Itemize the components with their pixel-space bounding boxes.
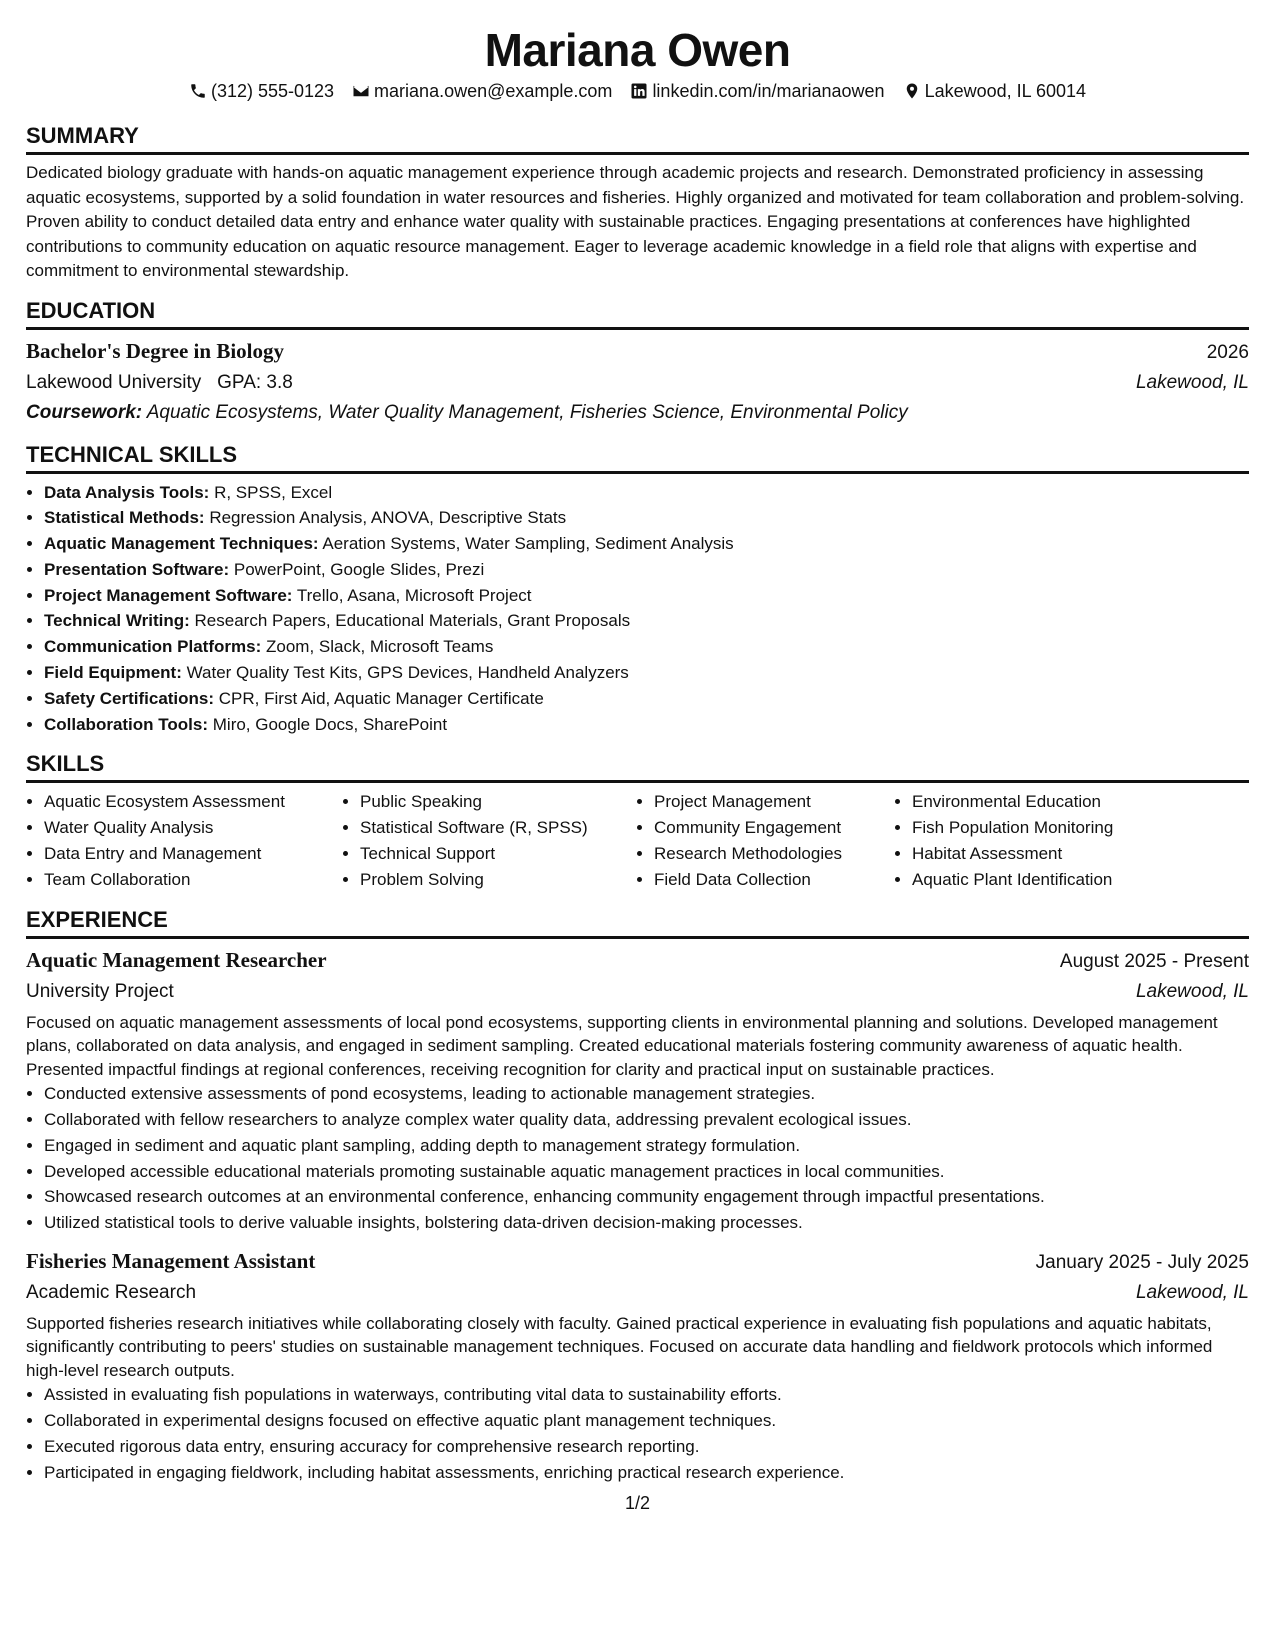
skill-values: Miro, Google Docs, SharePoint — [212, 714, 448, 734]
skill-values: CPR, First Aid, Aquatic Manager Certificate — [218, 688, 544, 708]
school-name: Lakewood University — [26, 371, 202, 393]
list-item: • Participated in engaging fieldwork, including habitat assessments, enriching practical research experience. — [44, 1460, 1249, 1486]
job-description: Supported fisheries research initiatives while collaborating closely with faculty. Gained practical experience in evaluating fish populations and aquatic habitats, significantly contributing to peers' studies on sustainable management techniques. Focused on accurate data handling and fieldwork protocols which informed high-level research outputs. — [26, 1313, 1213, 1380]
list-item — [44, 686, 1249, 712]
degree: Bachelor's Degree in Biology — [26, 338, 284, 363]
job-organization: University Project — [26, 980, 174, 1002]
coursework — [26, 398, 1249, 428]
skill-values: Zoom, Slack, Microsoft Teams — [265, 637, 494, 657]
list-item: • Developed accessible educational materials promoting sustainable aquatic management practices in local communities. — [44, 1159, 1249, 1185]
skill-values: Regression Analysis, ANOVA, Descriptive Stats — [209, 508, 567, 528]
school-info — [26, 368, 293, 398]
job-description: Focused on aquatic management assessments of local pond ecosystems, supporting clients in environmental planning and solutions. Developed management plans, collaborated on data analysis, and engaged in sediment sampling. Created educational materials fostering community awareness of aquatic health. Presented impactful findings at regional conferences, receiving recognition for clarity and practical input on sustainable practices. — [26, 1012, 1218, 1079]
list-item: • Community Engagement — [654, 815, 894, 841]
phone-text: (312) 555-0123 — [210, 81, 335, 101]
skill-category: Collaboration Tools: — [44, 714, 209, 734]
list-item: • Executed rigorous data entry, ensuring accuracy for comprehensive research reporting. — [44, 1434, 1249, 1460]
job-location: Lakewood, IL — [1135, 1281, 1249, 1303]
skill-category: Safety Certifications: — [44, 688, 215, 708]
experience-section — [26, 905, 1249, 1486]
contact-bar — [26, 78, 1249, 104]
section-title: EXPERIENCE — [26, 905, 1249, 939]
job-header-row — [26, 945, 1249, 977]
list-item: • Utilized statistical tools to derive valuable insights, bolstering data-driven decision-making processes. — [44, 1210, 1249, 1236]
job-title: Fisheries Management Assistant — [26, 1248, 316, 1273]
list-item: • Conducted extensive assessments of pond ecosystems, leading to actionable management strategies. — [44, 1081, 1249, 1107]
list-item — [44, 557, 1249, 583]
skill-category: Aquatic Management Techniques: — [44, 534, 319, 554]
list-item: • Aquatic Ecosystem Assessment — [44, 789, 342, 815]
candidate-name: Mariana Owen — [484, 24, 791, 76]
job-bullets — [26, 1081, 1249, 1236]
section-title: SKILLS — [26, 749, 1249, 783]
summary-section — [26, 121, 1249, 284]
section-title: SUMMARY — [26, 121, 1249, 155]
skills-column — [636, 789, 894, 892]
skills-column — [894, 789, 1212, 892]
list-item — [44, 712, 1249, 738]
summary-text: Dedicated biology graduate with hands-on aquatic management experience through academic projects and research. Demonstrated proficiency in assessing aquatic ecosystems, supported by a solid foundation in water resources and fisheries. Highly organized and motivated for team collaboration and problem-solving. Proven ability to conduct detailed data entry and enhance water quality with sustainable practices. Engaging presentations at conferences have highlighted contributions to community education on aquatic resource management. Eager to leverage academic knowledge in a field role that aligns with expertise and commitment to environmental stewardship. — [26, 163, 1245, 280]
coursework-list: Aquatic Ecosystems, Water Quality Management, Fisheries Science, Environmental Policy — [146, 401, 908, 423]
skills-column — [342, 789, 636, 892]
location-text: Lakewood, IL 60014 — [924, 81, 1087, 101]
section-title: EDUCATION — [26, 296, 1249, 330]
list-item: • Team Collaboration — [44, 867, 342, 893]
skill-values: Research Papers, Educational Materials, Grant Proposals — [194, 611, 631, 631]
list-item: • Research Methodologies — [654, 841, 894, 867]
job-title: Aquatic Management Researcher — [26, 947, 327, 972]
technical-skills-section — [26, 440, 1249, 738]
graduation-year: 2026 — [1206, 341, 1249, 363]
skill-values: Water Quality Test Kits, GPS Devices, Handheld Analyzers — [186, 663, 629, 683]
list-item — [44, 634, 1249, 660]
technical-skills-list — [26, 480, 1249, 738]
list-item — [44, 660, 1249, 686]
contact-phone[interactable] — [189, 78, 334, 104]
job-org-row — [26, 977, 1249, 1007]
education-school-row — [26, 368, 1249, 398]
skill-category: Presentation Software: — [44, 559, 230, 579]
list-item: • Environmental Education — [912, 789, 1212, 815]
list-item: • Technical Support — [360, 841, 636, 867]
skills-grid — [26, 789, 1249, 892]
school-location: Lakewood, IL — [1135, 371, 1249, 393]
job-dates: August 2025 - Present — [1059, 950, 1249, 972]
list-item: • Collaborated with fellow researchers to analyze complex water quality data, addressing prevalent ecological issues. — [44, 1107, 1249, 1133]
list-item — [44, 531, 1249, 557]
list-item: • Data Entry and Management — [44, 841, 342, 867]
list-item — [44, 583, 1249, 609]
coursework-label: Coursework: — [26, 401, 143, 423]
list-item: • Collaborated in experimental designs focused on effective aquatic plant management techniques. — [44, 1408, 1249, 1434]
skill-values: PowerPoint, Google Slides, Prezi — [233, 559, 485, 579]
list-item: • Assisted in evaluating fish populations in waterways, contributing vital data to sustainability efforts. — [44, 1382, 1249, 1408]
education-section — [26, 296, 1249, 428]
list-item: • Field Data Collection — [654, 867, 894, 893]
phone-icon — [189, 82, 207, 100]
list-item — [44, 608, 1249, 634]
map-marker-icon — [903, 82, 921, 100]
skills-column — [26, 789, 342, 892]
page-number: 1/2 — [624, 1493, 651, 1513]
list-item: • Habitat Assessment — [912, 841, 1212, 867]
skill-category: Project Management Software: — [44, 585, 293, 605]
job-header-row — [26, 1246, 1249, 1278]
job-bullets — [26, 1382, 1249, 1485]
email-text: mariana.owen@example.com — [374, 81, 613, 101]
job-entry — [26, 945, 1249, 1236]
job-location: Lakewood, IL — [1135, 980, 1249, 1002]
skill-category: Data Analysis Tools: — [44, 482, 210, 502]
job-dates: January 2025 - July 2025 — [1035, 1251, 1249, 1273]
job-organization: Academic Research — [26, 1281, 197, 1303]
skill-category: Field Equipment: — [44, 663, 182, 683]
list-item: • Public Speaking — [360, 789, 636, 815]
envelope-icon — [352, 82, 370, 100]
list-item: • Aquatic Plant Identification — [912, 867, 1212, 893]
list-item: • Showcased research outcomes at an environmental conference, enhancing community engagement through impactful presentations. — [44, 1184, 1249, 1210]
list-item — [44, 505, 1249, 531]
linkedin-text: linkedin.com/in/marianaowen — [652, 81, 885, 101]
job-org-row — [26, 1278, 1249, 1308]
contact-linkedin[interactable] — [630, 78, 884, 104]
section-title: TECHNICAL SKILLS — [26, 440, 1249, 474]
skill-values: Aeration Systems, Water Sampling, Sediment Analysis — [322, 534, 734, 554]
gpa: GPA: 3.8 — [217, 371, 293, 393]
skill-category: Communication Platforms: — [44, 637, 262, 657]
contact-email[interactable] — [352, 78, 612, 104]
education-header-row — [26, 336, 1249, 368]
list-item: • Water Quality Analysis — [44, 815, 342, 841]
skills-section — [26, 749, 1249, 892]
list-item: • Fish Population Monitoring — [912, 815, 1212, 841]
skill-values: R, SPSS, Excel — [214, 482, 333, 502]
list-item: • Engaged in sediment and aquatic plant sampling, adding depth to management strategy formulation. — [44, 1133, 1249, 1159]
skill-category: Technical Writing: — [44, 611, 190, 631]
list-item: • Project Management — [654, 789, 894, 815]
list-item: • Problem Solving — [360, 867, 636, 893]
skill-category: Statistical Methods: — [44, 508, 205, 528]
skill-values: Trello, Asana, Microsoft Project — [296, 585, 532, 605]
list-item: • Statistical Software (R, SPSS) — [360, 815, 636, 841]
job-entry — [26, 1246, 1249, 1486]
contact-location — [903, 78, 1086, 104]
linkedin-icon — [630, 82, 648, 100]
list-item — [44, 480, 1249, 506]
